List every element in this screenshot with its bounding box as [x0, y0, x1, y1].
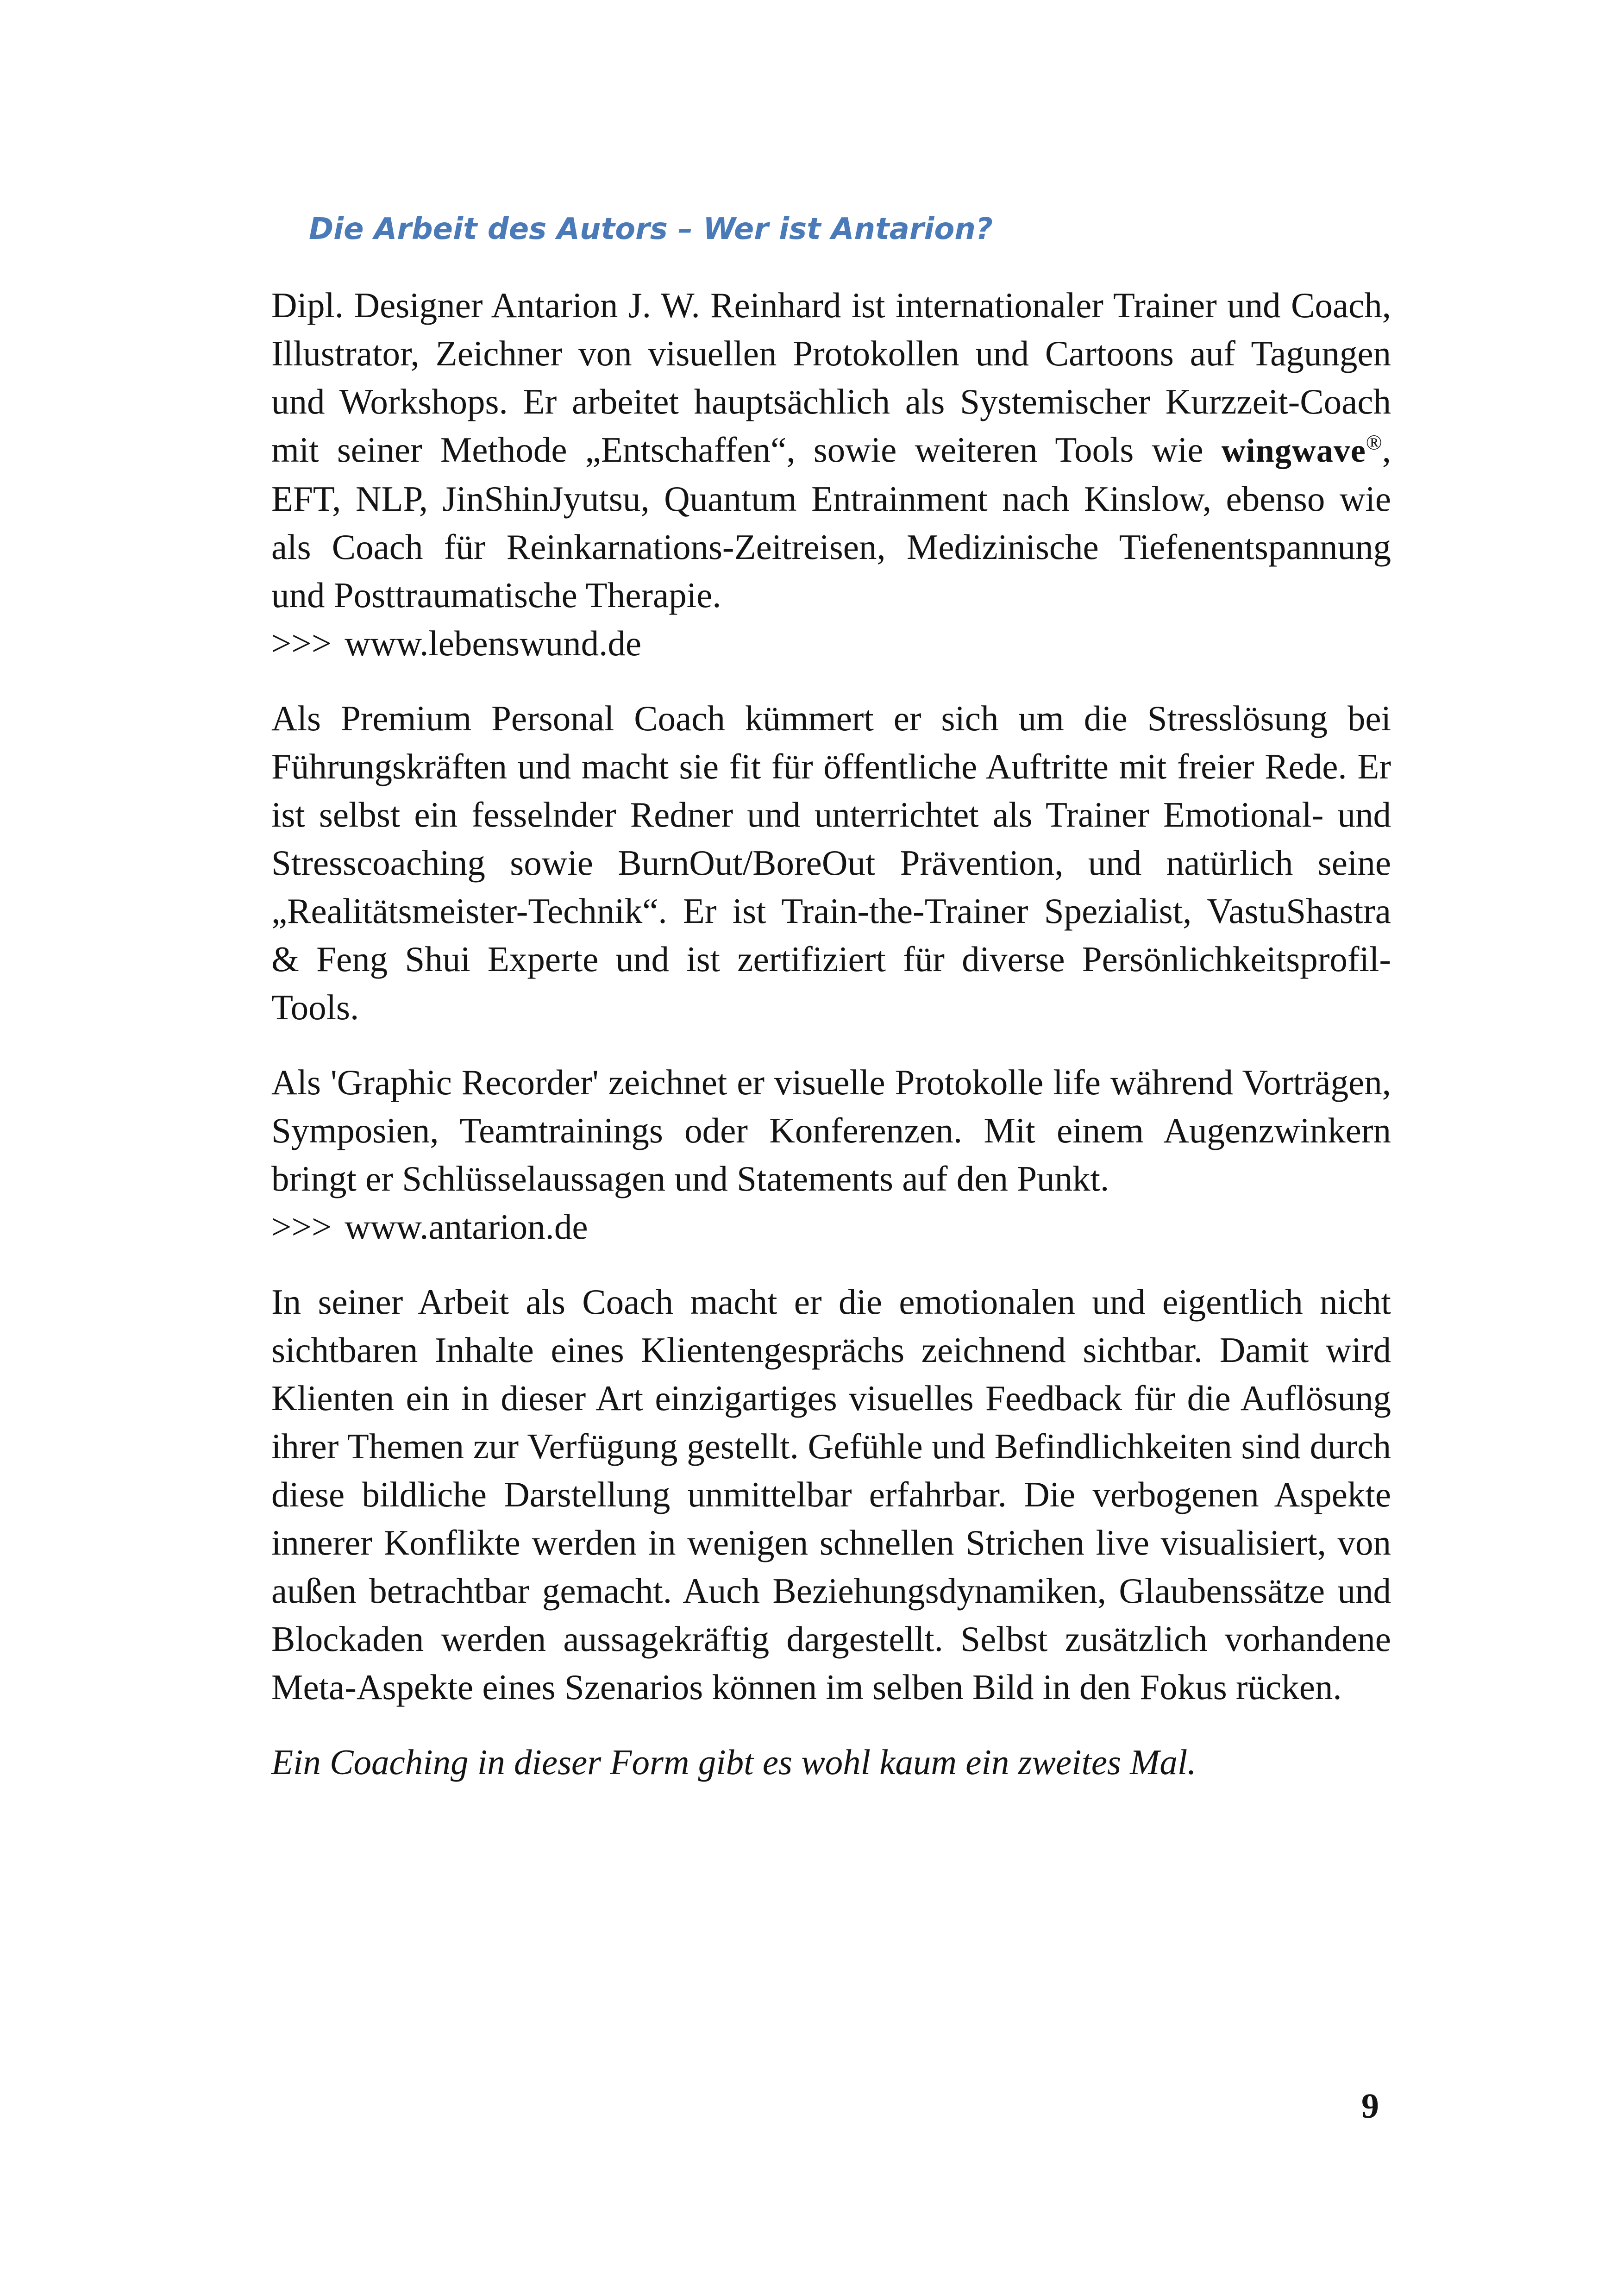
- intro-text-end: , EFT, NLP, JinShinJyutsu, Quantum Entrainment nach Kinslow, ebenso wie als Coach für Reinkarnations-Zeitreisen, Medizinische Tiefenentspannung und Posttraumatische Therapie.: [271, 430, 1391, 615]
- section-heading: Die Arbeit des Autors – Wer ist Antarion?: [309, 212, 993, 246]
- paragraph-graphic-recorder: Als 'Graphic Recorder' zeichnet er visuelle Protokolle life während Vorträgen, Symposien, Teamtrainings oder Konferenzen. Mit einem Augenzwinkern bringt er Schlüsselaussagen und Statements auf den Punkt.: [271, 1062, 1391, 1198]
- link-antarion[interactable]: www.antarion.de: [345, 1207, 588, 1247]
- registered-mark: ®: [1366, 430, 1382, 454]
- page-number: 9: [1361, 2087, 1379, 2126]
- paragraph-intro: [271, 281, 1391, 619]
- brand-name: wingwave: [1221, 432, 1366, 469]
- paragraph-coaching-work: In seiner Arbeit als Coach macht er die emotionalen und eigentlich nicht sichtbaren Inhalte eines Klientengesprächs zeichnend sichtbar. Damit wird Klienten ein in dieser Art einzigartiges visuelles Feedback für die Auflösung ihrer Themen zur Verfügung gestellt. Gefühle und Befindlichkeiten sind durch diese bildliche Darstellung unmittelbar erfahrbar. Die verbogenen Aspekte innerer Konflikte werden in wenigen schnellen Strichen live visualisiert, von außen betrachtbar gemacht. Auch Beziehungsdynamiken, Glaubenssätze und Blockaden werden aussagekräftig dargestellt. Selbst zusätzlich vorhandene Meta-Aspekte eines Szenarios können im selben Bild in den Fokus rücken.: [271, 1282, 1391, 1707]
- intro-text-start: Dipl. Designer Antarion J. W. Reinhard ist internationaler Trainer und Coach, Illustrator, Zeichner von visuellen Protokollen und Cartoons auf Tagungen und Workshops. Er arbeitet hauptsächlich als Systemischer Kurzzeit-Coach mit seiner Methode „Entschaffen“, sowie weiteren Tools wie: [271, 285, 1391, 470]
- link-line-lebenswund: [271, 619, 1391, 667]
- link-lebenswund[interactable]: www.lebenswund.de: [345, 623, 642, 663]
- body-text: [271, 281, 1391, 1786]
- link-line-antarion: [271, 1203, 1391, 1251]
- arrow-marker: >>>: [271, 623, 332, 663]
- arrow-marker: >>>: [271, 1207, 332, 1247]
- paragraph-closing: Ein Coaching in dieser Form gibt es wohl kaum ein zweites Mal.: [271, 1742, 1197, 1782]
- paragraph-premium-coach: Als Premium Personal Coach kümmert er sich um die Stresslösung bei Führungskräften und macht sie fit für öffentliche Auftritte mit freier Rede. Er ist selbst ein fesselnder Redner und unterrichtet als Trainer Emotional- und Stresscoaching sowie BurnOut/BoreOut Prävention, und natürlich seine „Realitätsmeister-Technik“. Er ist Train-the-Trainer Spezialist, VastuShastra & Feng Shui Experte und ist zertifiziert für diverse Persönlichkeitsprofil-Tools.: [271, 698, 1391, 1027]
